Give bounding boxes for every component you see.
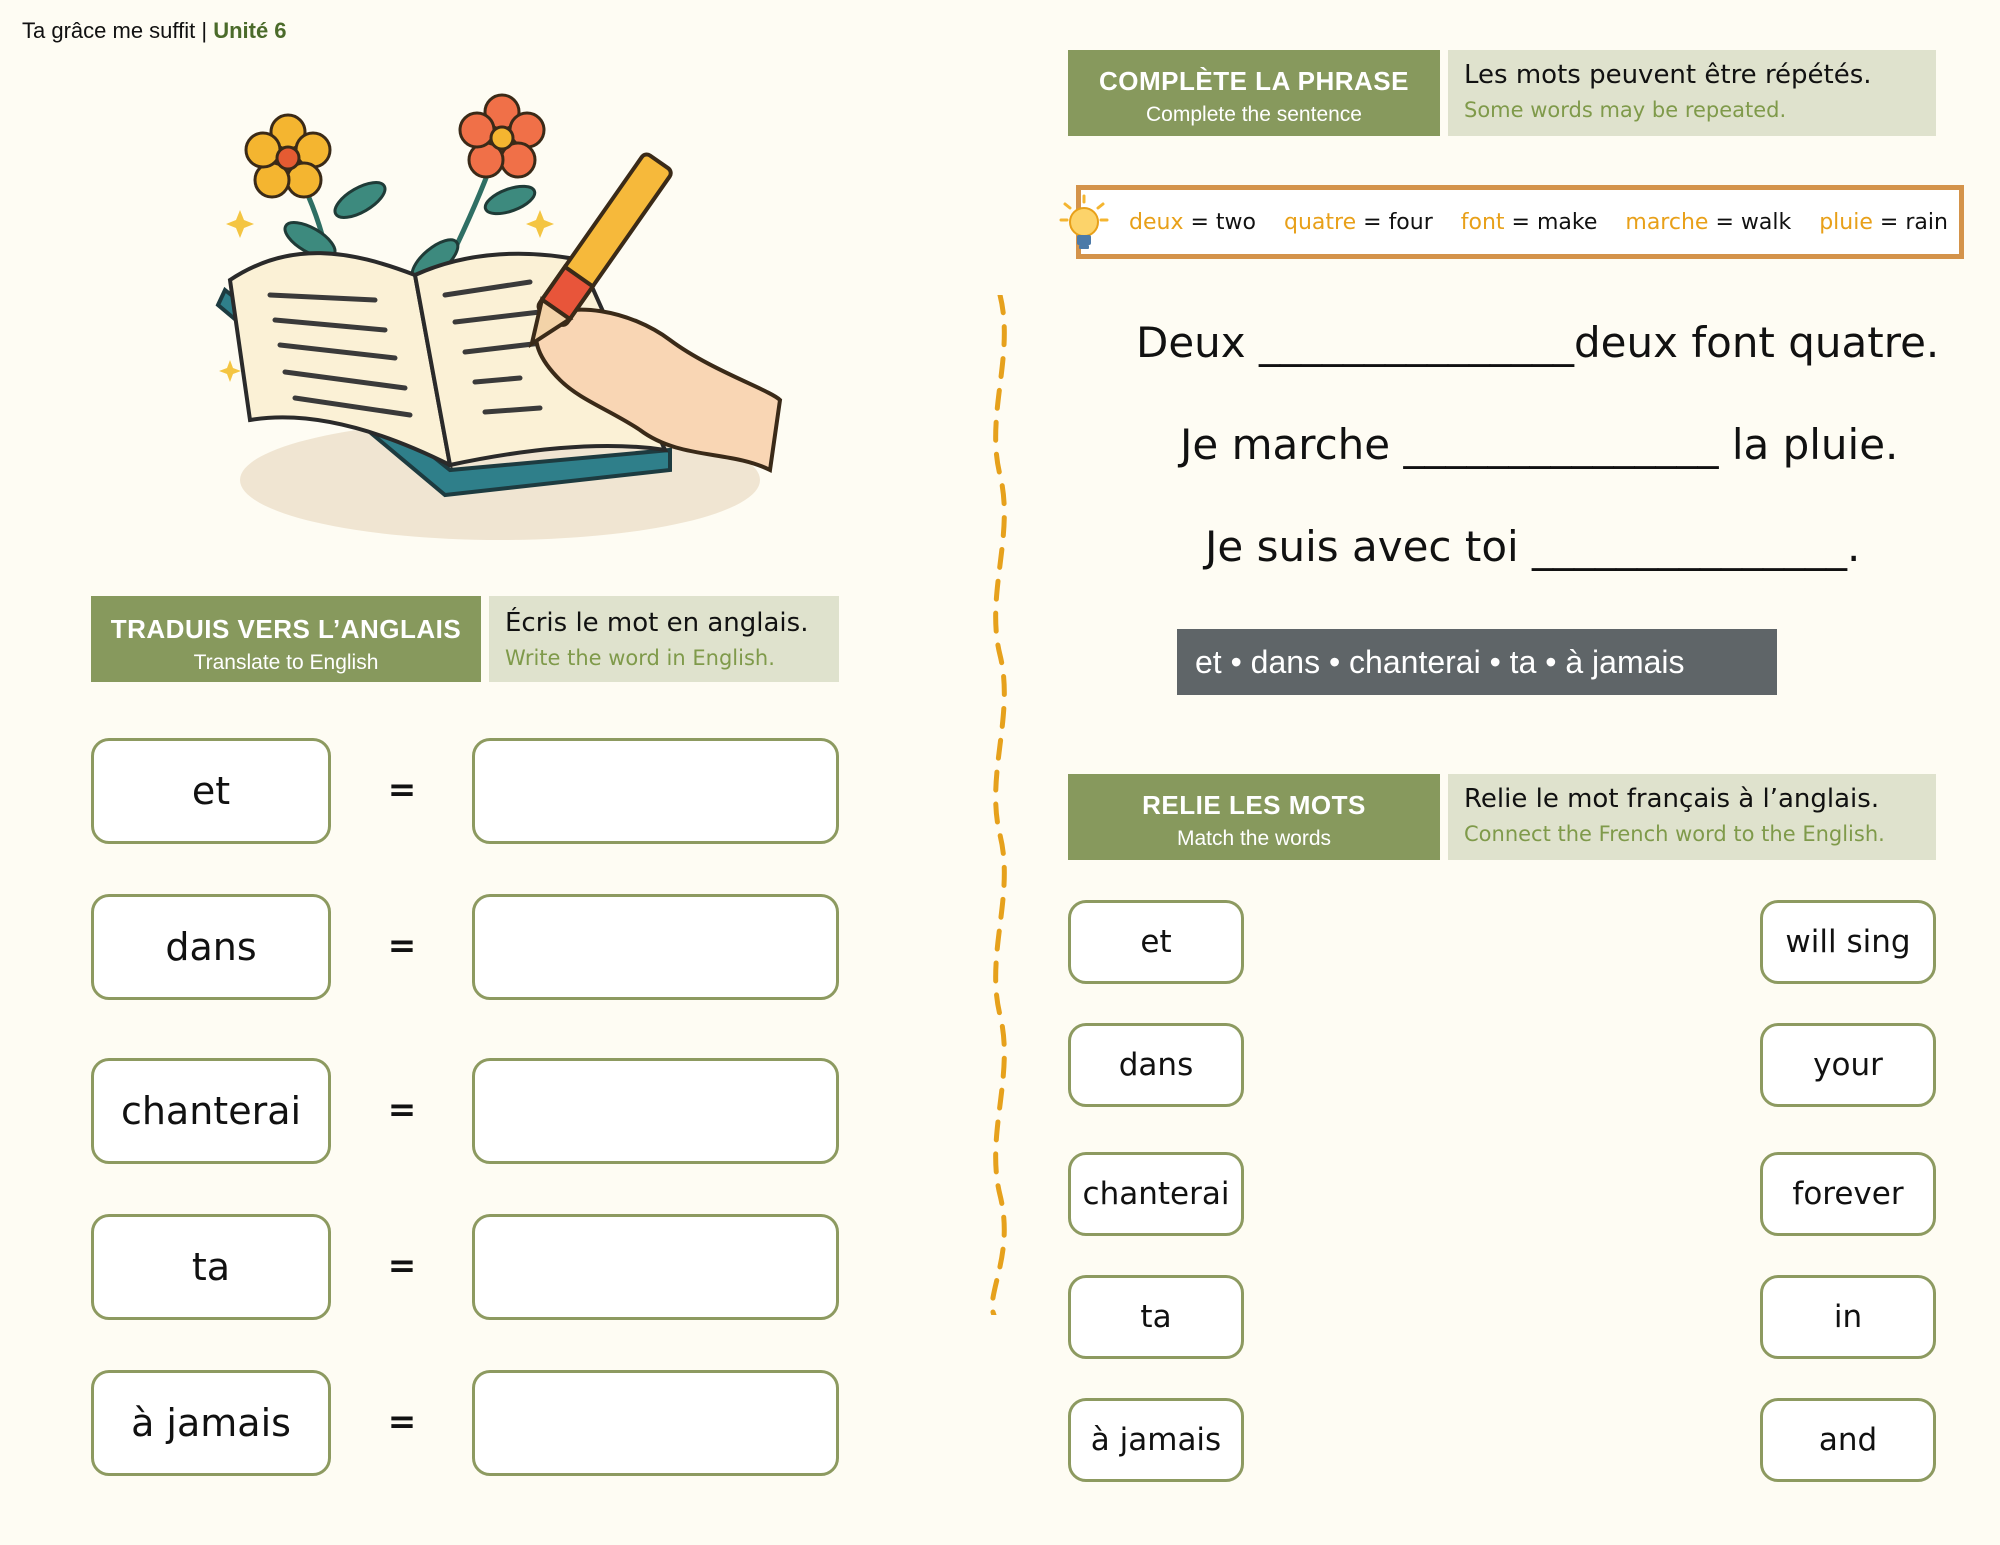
translate-instruction-box — [489, 596, 839, 682]
complete-instruction: Les mots peuvent être répétés. — [1464, 60, 1872, 90]
equals-sign: = — [387, 1402, 417, 1442]
header-separator: | — [195, 18, 214, 43]
header-unit: Unité 6 — [213, 18, 287, 43]
match-banner — [1068, 774, 1440, 860]
complete-instruction-box — [1448, 50, 1936, 136]
match-english-word[interactable]: your — [1760, 1023, 1936, 1107]
equals-sign: = — [387, 926, 417, 966]
match-instruction-box — [1448, 774, 1936, 860]
match-french-word[interactable]: dans — [1068, 1023, 1244, 1107]
hand-writing-in-book-with-flowers-illustration — [210, 90, 790, 570]
complete-title: COMPLÈTE LA PHRASE — [1099, 66, 1409, 96]
match-french-word[interactable]: chanterai — [1068, 1152, 1244, 1236]
answer-input[interactable] — [472, 1214, 839, 1320]
translate-word: chanterai — [91, 1058, 331, 1164]
match-subtitle: Match the words — [1176, 827, 1332, 850]
translate-instruction: Écris le mot en anglais. — [505, 608, 809, 638]
complete-banner — [1068, 50, 1440, 136]
translate-word: dans — [91, 894, 331, 1000]
page-header — [22, 18, 287, 44]
complete-subtitle: Complete the sentence — [1146, 103, 1362, 126]
word-bank: et • dans • chanterai • ta • à jamais — [1177, 629, 1777, 695]
answer-input[interactable] — [472, 1370, 839, 1476]
lightbulb-icon — [1059, 194, 1109, 254]
match-english-word[interactable]: and — [1760, 1398, 1936, 1482]
match-instruction: Relie le mot français à l’anglais. — [1464, 784, 1880, 814]
translate-word: et — [91, 738, 331, 844]
vocabulary-strip — [1076, 185, 1964, 259]
match-title: RELIE LES MOTS — [1142, 790, 1366, 820]
answer-input[interactable] — [472, 894, 839, 1000]
sentence-1[interactable]: Deux _______________deux font quatre. — [1136, 318, 1940, 367]
sentence-2[interactable]: Je marche _______________ la pluie. — [1180, 420, 1899, 469]
translate-title: TRADUIS VERS L’ANGLAIS — [110, 614, 462, 644]
vocab-pair: marche = walk — [1625, 209, 1792, 235]
vocab-pair: quatre = four — [1284, 209, 1433, 235]
equals-sign: = — [387, 1246, 417, 1286]
answer-input[interactable] — [472, 738, 839, 844]
match-french-word[interactable]: ta — [1068, 1275, 1244, 1359]
translate-subtitle: Translate to English — [193, 651, 379, 674]
answer-input[interactable] — [472, 1058, 839, 1164]
complete-instruction-en: Some words may be repeated. — [1464, 98, 1787, 122]
match-english-word[interactable]: will sing — [1760, 900, 1936, 984]
equals-sign: = — [387, 770, 417, 810]
match-french-word[interactable]: à jamais — [1068, 1398, 1244, 1482]
vocab-pair: pluie = rain — [1819, 209, 1948, 235]
match-french-word[interactable]: et — [1068, 900, 1244, 984]
translate-banner — [91, 596, 481, 682]
match-english-word[interactable]: forever — [1760, 1152, 1936, 1236]
vocab-pair: deux = two — [1129, 209, 1256, 235]
section-divider — [990, 295, 1020, 1315]
vocab-pair: font = make — [1460, 209, 1598, 235]
translate-word: à jamais — [91, 1370, 331, 1476]
sentence-3[interactable]: Je suis avec toi _______________. — [1205, 522, 1861, 571]
match-instruction-en: Connect the French word to the English. — [1464, 822, 1885, 846]
translate-word: ta — [91, 1214, 331, 1320]
translate-instruction-en: Write the word in English. — [505, 646, 775, 670]
match-english-word[interactable]: in — [1760, 1275, 1936, 1359]
equals-sign: = — [387, 1090, 417, 1130]
header-title: Ta grâce me suffit — [22, 18, 196, 43]
